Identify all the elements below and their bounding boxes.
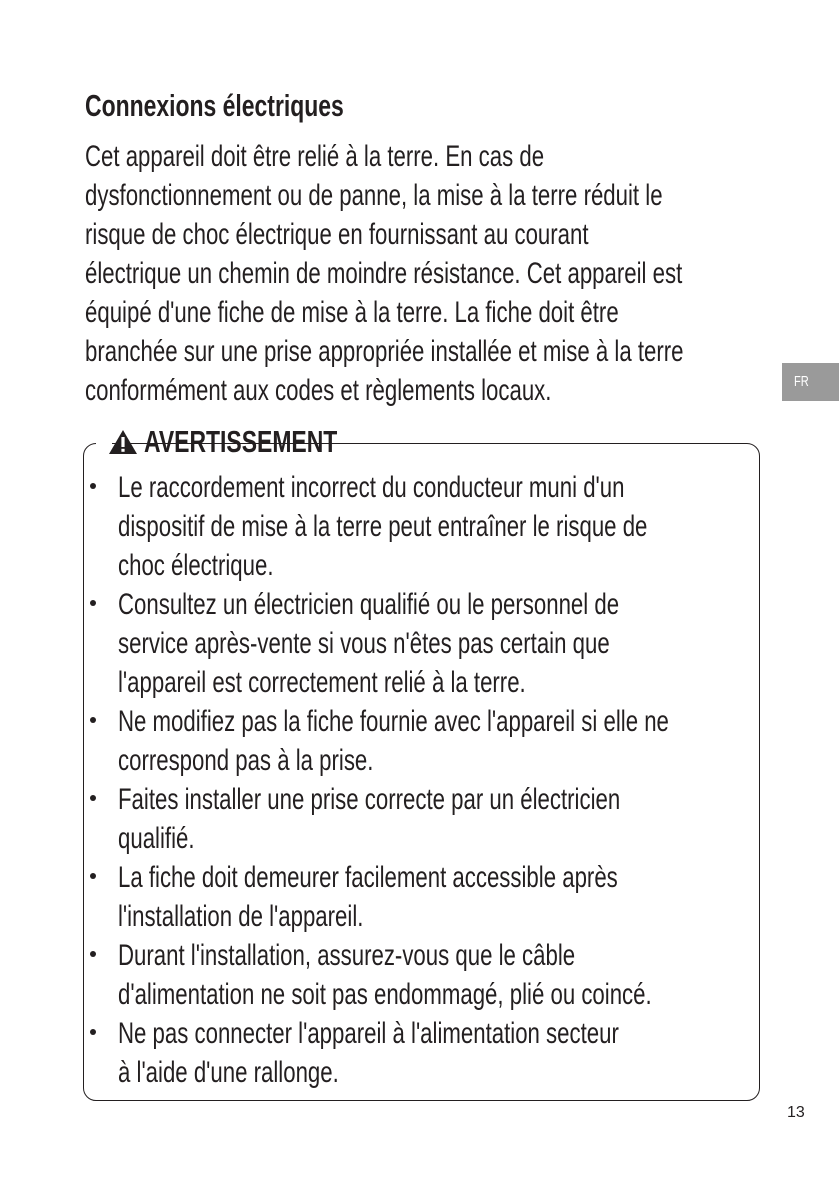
warning-header [96,422,338,462]
list-item-line: Ne pas connecter l'appareil à l'alimentation secteur [118,1017,619,1050]
list-item-line: Le raccordement incorrect du conducteur muni d'un [118,471,625,504]
list-item-line: d'alimentation ne soit pas endommagé, plié ou coincé. [118,978,652,1011]
warning-triangle-icon [108,429,138,455]
list-item-line: dispositif de mise à la terre peut entraîner le risque de [118,510,648,543]
list-item [90,936,750,1014]
intro-line: électrique un chemin de moindre résistance. Cet appareil est [85,257,683,290]
bullet-icon [90,717,96,723]
list-item [90,702,750,780]
list-item [90,858,750,936]
language-tab [782,363,839,401]
list-item-line: Ne modifiez pas la fiche fournie avec l'appareil si elle ne [118,705,669,738]
list-item-line: correspond pas à la prise. [118,744,374,777]
bullet-icon [90,951,96,957]
list-item-line: Durant l'installation, assurez-vous que le câble [118,939,576,972]
language-tab-label: FR [794,373,809,390]
list-item-line: Consultez un électricien qualifié ou le personnel de [118,588,620,621]
list-item-line: choc électrique. [118,549,274,582]
intro-line: équipé d'une fiche de mise à la terre. La fiche doit être [85,296,619,329]
intro-paragraph [85,137,684,410]
bullet-icon [90,600,96,606]
intro-line: conformément aux codes et règlements locaux. [85,374,552,407]
intro-line: Cet appareil doit être relié à la terre. En cas de [85,140,545,173]
page-number: 13 [787,1104,805,1121]
list-item-line: La fiche doit demeurer facilement accessible après [118,861,618,894]
intro-line: branchée sur une prise appropriée installée et mise à la terre [85,335,684,368]
bullet-icon [90,795,96,801]
list-item-line: Faites installer une prise correcte par un électricien [118,783,621,816]
intro-line: risque de choc électrique en fournissant au courant [85,218,589,251]
list-item [90,585,750,702]
list-item-line: service après-vente si vous n'êtes pas certain que [118,627,610,660]
intro-line: dysfonctionnement ou de panne, la mise à la terre réduit le [85,179,663,212]
list-item [90,780,750,858]
warning-title: AVERTISSEMENT [144,424,338,459]
warning-list [90,468,750,1092]
list-item-line: à l'aide d'une rallonge. [118,1056,339,1089]
list-item-line: l'installation de l'appareil. [118,900,364,933]
list-item-line: l'appareil est correctement relié à la terre. [118,666,526,699]
bullet-icon [90,1029,96,1035]
list-item-line: qualifié. [118,822,195,855]
section-title: Connexions électriques [85,88,344,123]
list-item [90,468,750,585]
list-item [90,1014,750,1092]
bullet-icon [90,483,96,489]
bullet-icon [90,873,96,879]
